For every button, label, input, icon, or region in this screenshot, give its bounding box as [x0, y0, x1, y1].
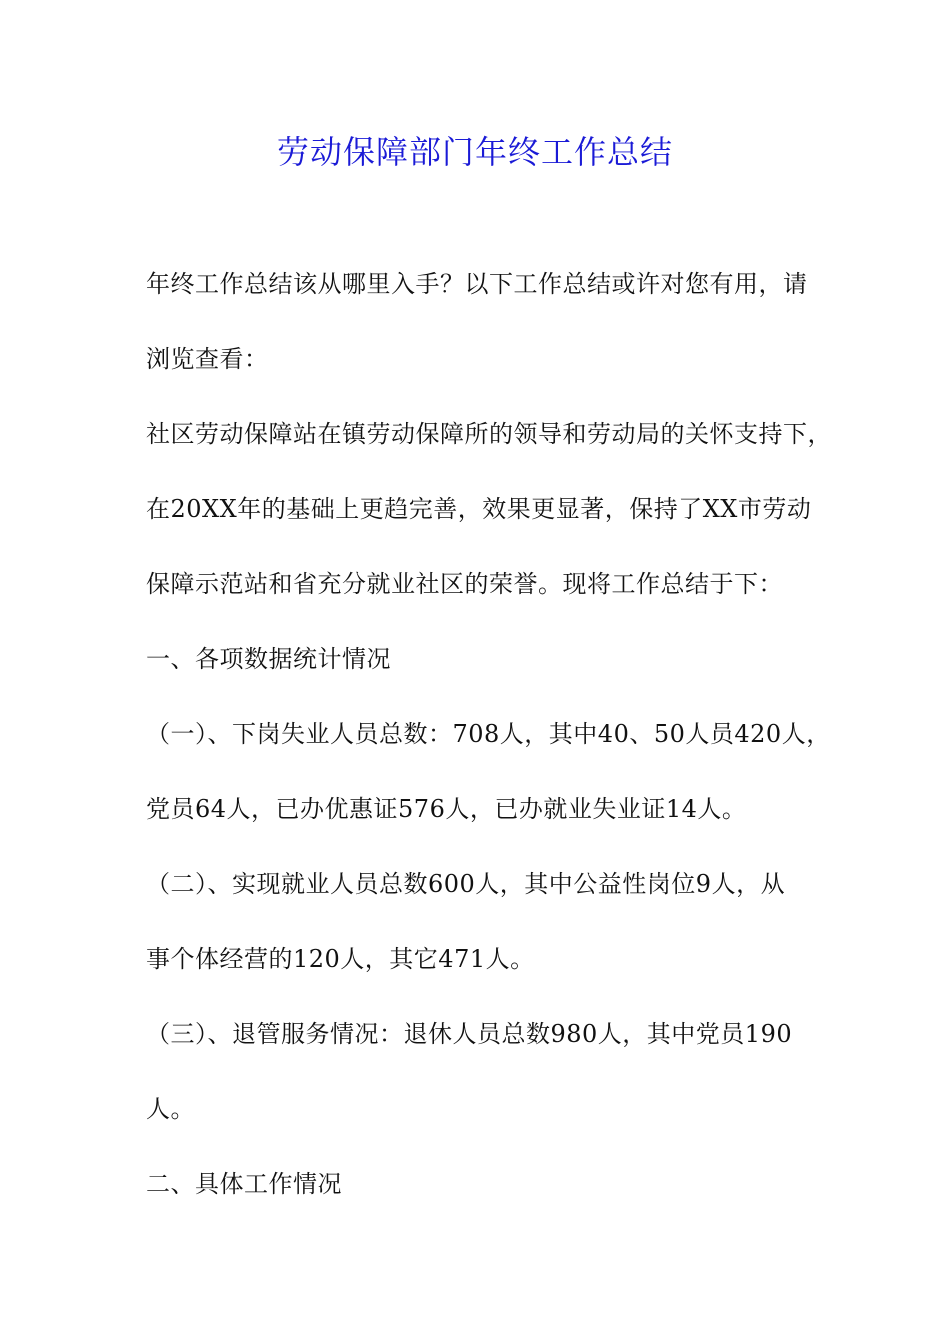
item-3-line-1: （三）、退管服务情况：退休人员总数980人，其中党员190	[146, 1020, 793, 1048]
document-title: 劳动保障部门年终工作总结	[276, 133, 673, 171]
item-2-line-2: 事个体经营的120人，其它471人。	[146, 945, 535, 973]
paragraph-line-1: 社区劳动保障站在镇劳动保障所的领导和劳动局的关怀支持下，	[146, 420, 832, 448]
item-1-line-2: 党员64人，已办优惠证576人，已办就业失业证14人。	[146, 795, 747, 823]
intro-line-2: 浏览查看：	[146, 345, 269, 373]
paragraph-line-2: 在20XX年的基础上更趋完善，效果更显著，保持了XX市劳动	[146, 495, 812, 523]
item-2-line-1: （二）、实现就业人员总数600人，其中公益性岗位9人，从	[146, 870, 786, 898]
paragraph-line-3: 保障示范站和省充分就业社区的荣誉。现将工作总结于下：	[146, 570, 783, 598]
item-3-line-2: 人。	[146, 1095, 195, 1123]
section-heading-1: 一、各项数据统计情况	[146, 645, 391, 673]
item-1-line-1: （一）、下岗失业人员总数：708人，其中40、50人员420人，	[146, 720, 831, 748]
section-heading-2: 二、具体工作情况	[146, 1170, 342, 1198]
intro-line-1: 年终工作总结该从哪里入手？以下工作总结或许对您有用，请	[146, 270, 808, 298]
